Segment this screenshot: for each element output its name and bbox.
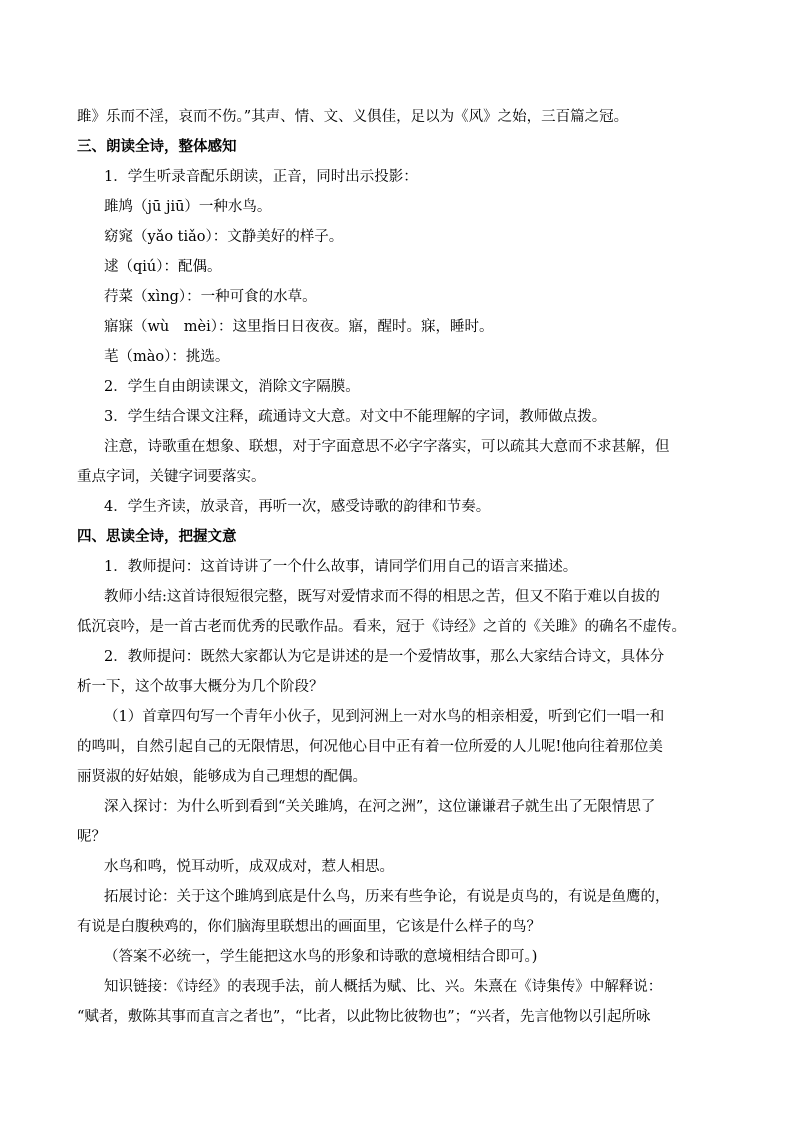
paragraph-line: 教师小结:这首诗很短很完整，既写对爱情求而不得的相思之苦，但又不陷于难以自拔的: [104, 589, 660, 605]
glossary-entry: 荇菜（xìng）：一种可食的水草。: [104, 289, 317, 305]
glossary-entry: 芼（mào）：挑选。: [104, 349, 230, 365]
paragraph-line: “赋者，敷陈其事而直言之者也”，“比者，以此物比彼物也”；“兴者，先言他物以引起所咏: [77, 1009, 651, 1025]
paragraph-line: 有说是白腹秧鸡的，你们脑海里联想出的画面里，它该是什么样子的鸟？: [77, 919, 541, 935]
paragraph-line: 3．学生结合课文注释，疏通诗文大意。对文中不能理解的字词，教师做点拨。: [104, 409, 607, 425]
glossary-entry: 寤寐（wù mèi）：这里指日日夜夜。寤，醒时。寐，睡时。: [104, 319, 494, 335]
paragraph-line: 重点字词，关键字词要落实。: [77, 469, 266, 485]
glossary-entry: 雎鸠（jū jiū）一种水鸟。: [104, 199, 272, 215]
paragraph-line: 1．教师提问：这首诗讲了一个什么故事，请同学们用自己的语言来描述。: [104, 559, 578, 575]
paragraph-line: 知识链接：《诗经》的表现手法，前人概括为赋、比、兴。朱熹在《诗集传》中解释说：: [104, 979, 663, 995]
paragraph-line: 1．学生听录音配乐朗读，正音，同时出示投影：: [104, 169, 418, 185]
glossary-entry: 窈窕（yǎo tiǎo）：文静美好的样子。: [104, 229, 344, 245]
paragraph-line: 深入探讨：为什么听到看到“关关雎鸠，在河之洲”，这位谦谦君子就生出了无限情思了: [104, 799, 656, 815]
paragraph-line: 2．学生自由朗读课文，消除文字隔膜。: [104, 379, 360, 395]
paragraph-line: 低沉哀吟，是一首古老而优秀的民歌作品。看来，冠于《诗经》之首的《关雎》的确名不虚传。: [77, 619, 686, 635]
paragraph-line: 注意，诗歌重在想象、联想，对于字面意思不必字字落实，可以疏其大意而不求甚解，但: [104, 439, 670, 455]
section-heading: 四、思读全诗，把握文意: [77, 529, 237, 545]
paragraph-line: （答案不必统一，学生能把这水鸟的形象和诗歌的意境相结合即可。): [104, 949, 538, 965]
paragraph-line: 的鸣叫，自然引起自己的无限情思，何况他心目中正有着一位所爱的人儿呢!他向往着那位美: [77, 739, 663, 755]
paragraph-line: 2．教师提问：既然大家都认为它是讲述的是一个爱情故事，那么大家结合诗文，具体分: [104, 649, 665, 665]
paragraph-line: 析一下，这个故事大概分为几个阶段？: [77, 679, 324, 695]
paragraph-line: 雎》乐而不淫，哀而不伤。”其声、情、文、义俱佳，足以为《风》之始，三百篇之冠。: [77, 109, 629, 125]
paragraph-line: 水鸟和鸣，悦耳动听，成双成对，惹人相思。: [104, 859, 394, 875]
glossary-entry: 逑（qiú）：配偶。: [104, 259, 222, 275]
paragraph-line: 4．学生齐读，放录音，再听一次，感受诗歌的韵律和节奏。: [104, 499, 491, 515]
paragraph-line: 拓展讨论：关于这个雎鸠到底是什么鸟，历来有些争论，有说是贞鸟的，有说是鱼鹰的，: [104, 889, 670, 905]
paragraph-line: 丽贤淑的好姑娘，能够成为自己理想的配偶。: [77, 769, 367, 785]
section-heading: 三、朗读全诗，整体感知: [77, 139, 237, 155]
document-body: [77, 102, 717, 1032]
paragraph-line: 呢？: [77, 829, 106, 845]
paragraph-line: （1）首章四句写一个青年小伙子，见到河洲上一对水鸟的相亲相爱，听到它们一唱一和: [104, 709, 665, 725]
